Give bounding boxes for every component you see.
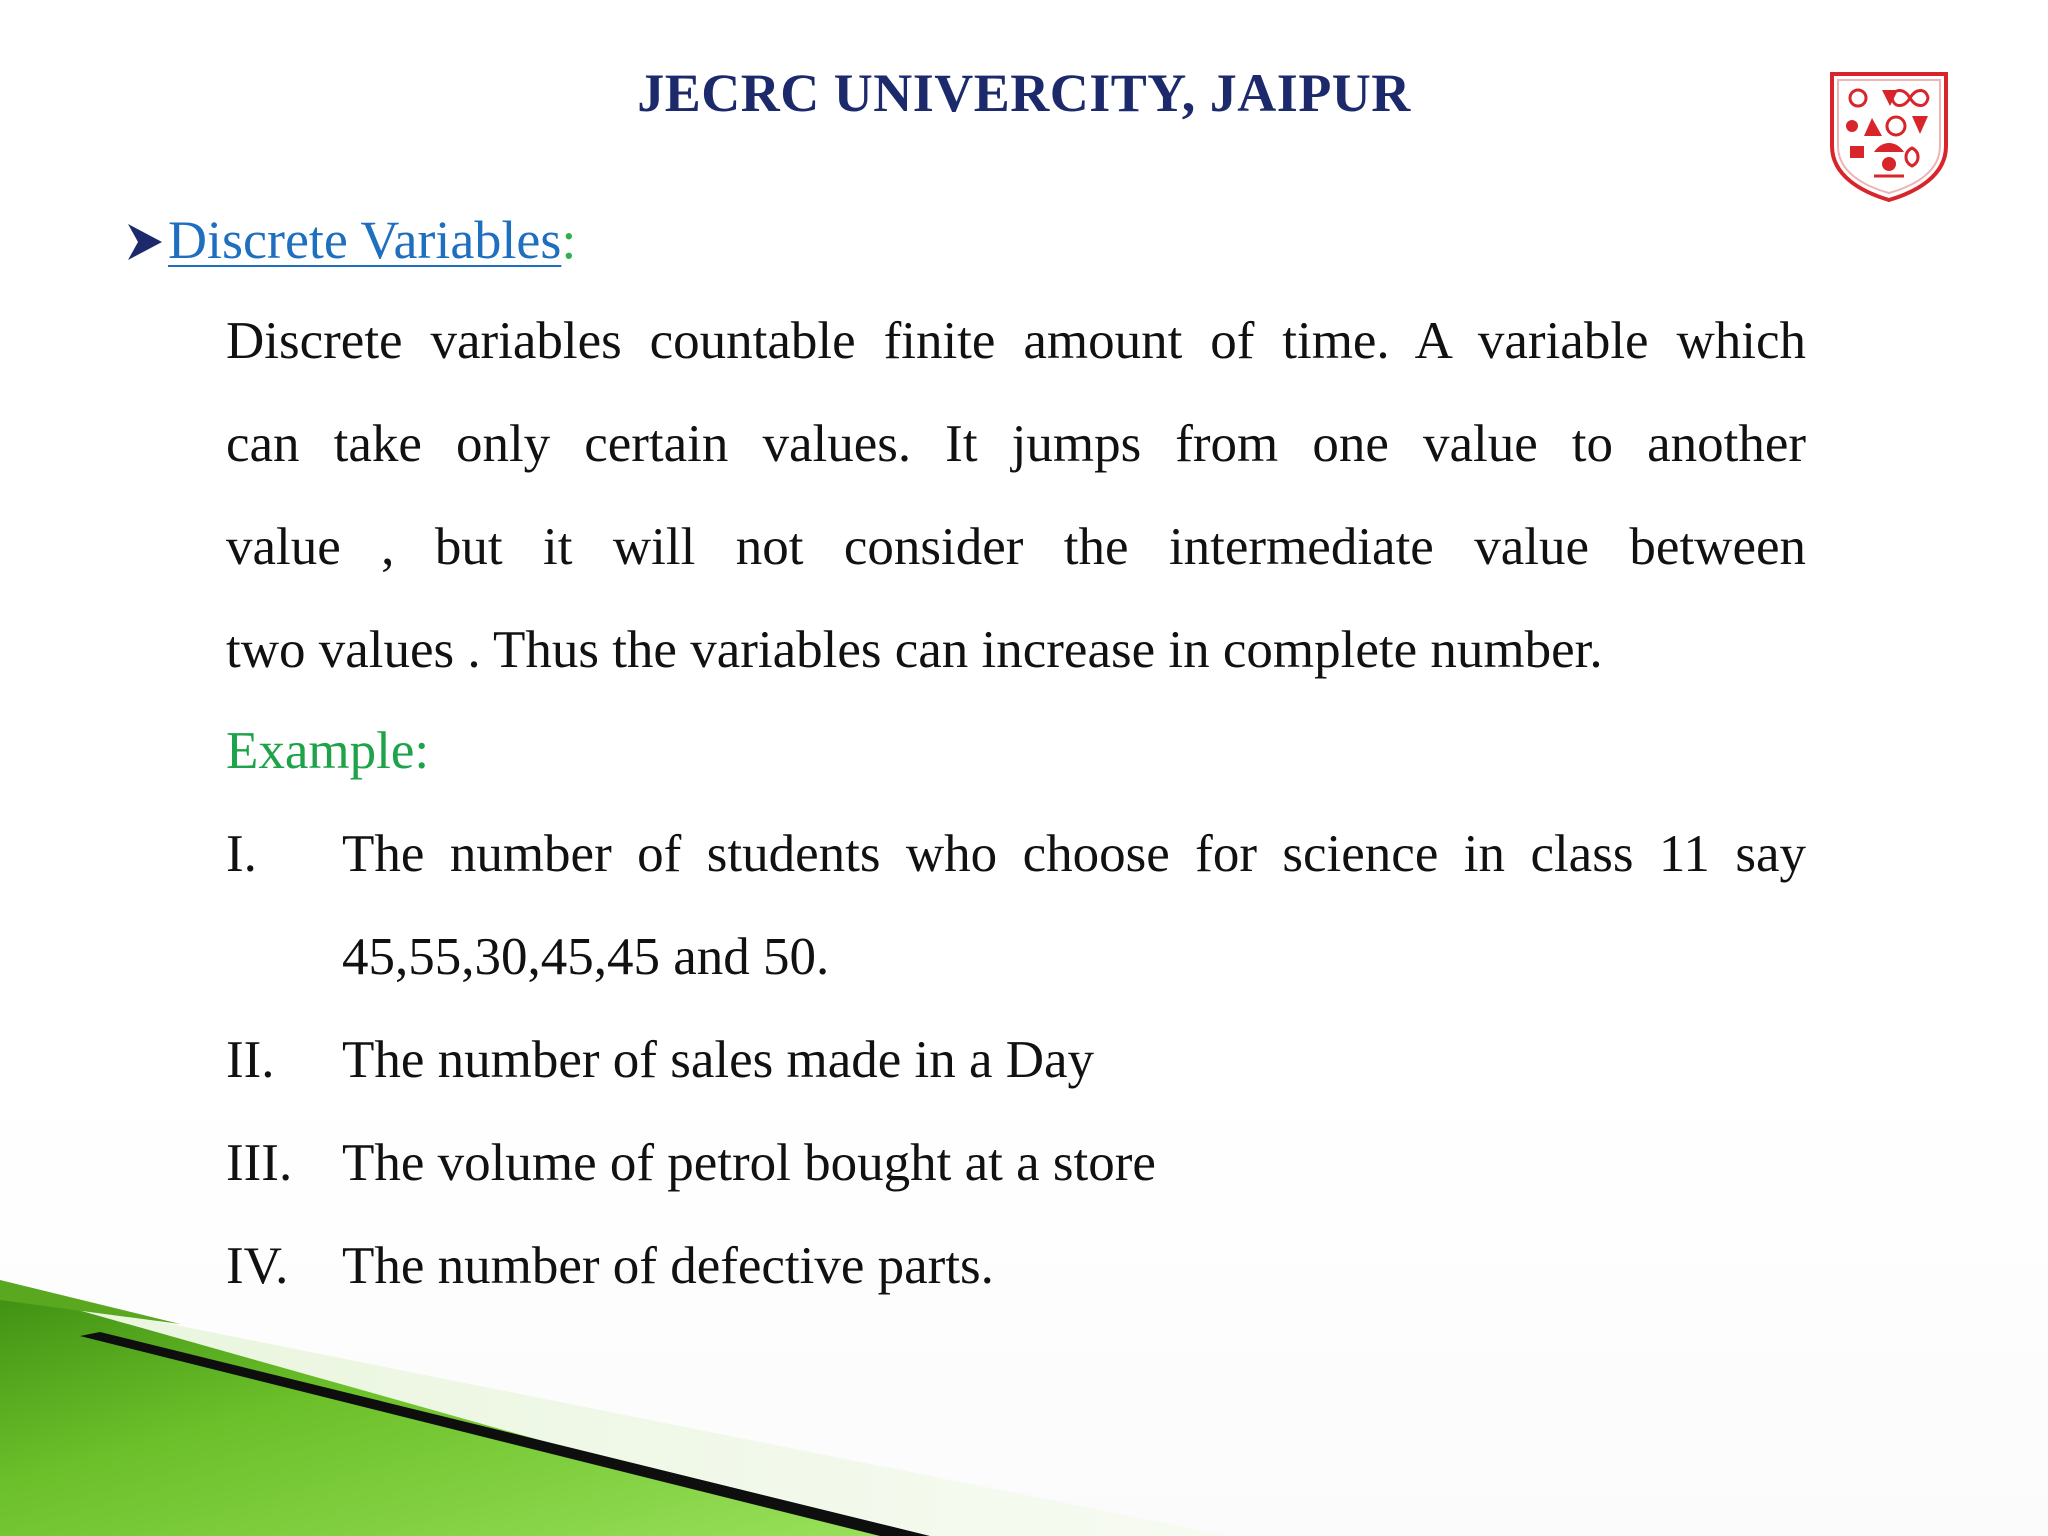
page-title: JECRC UNIVERCITY, JAIPUR (637, 63, 1411, 123)
list-item-number: IV. (226, 1237, 289, 1295)
university-crest-icon (1824, 68, 1954, 202)
list-item-text: The volume of petrol bought at a store (342, 1134, 1156, 1192)
list-item-text: 45,55,30,45,45 and 50. (342, 928, 830, 986)
list-item (226, 1009, 1806, 1112)
arrow-bullet-icon (126, 222, 164, 262)
paragraph-line: two values . Thus the variables can increase in complete number. (226, 621, 1603, 679)
list-item-number: II. (226, 1031, 275, 1089)
list-item (226, 1112, 1806, 1215)
definition-paragraph (226, 290, 1806, 702)
example-list (226, 803, 1806, 1318)
example-label: Example: (226, 722, 430, 780)
paragraph-line: value , but it will not consider the intermediate value between (226, 518, 1806, 576)
section-heading (126, 208, 576, 272)
paragraph-line: Discrete variables countable finite amount of time. A variable which (226, 312, 1806, 370)
list-item-text: The number of students who choose for science in class 11 say (342, 825, 1806, 883)
paragraph-line: can take only certain values. It jumps from one value to another (226, 415, 1806, 473)
list-item (226, 803, 1806, 1009)
list-item-text: The number of sales made in a Day (342, 1031, 1095, 1089)
list-item-text: The number of defective parts. (342, 1237, 994, 1295)
section-heading-colon: : (561, 210, 577, 270)
section-heading-label: Discrete Variables (168, 210, 562, 270)
list-item-number: I. (226, 825, 257, 883)
list-item-number: III. (226, 1134, 293, 1192)
decorative-swoosh (0, 1280, 2048, 1536)
